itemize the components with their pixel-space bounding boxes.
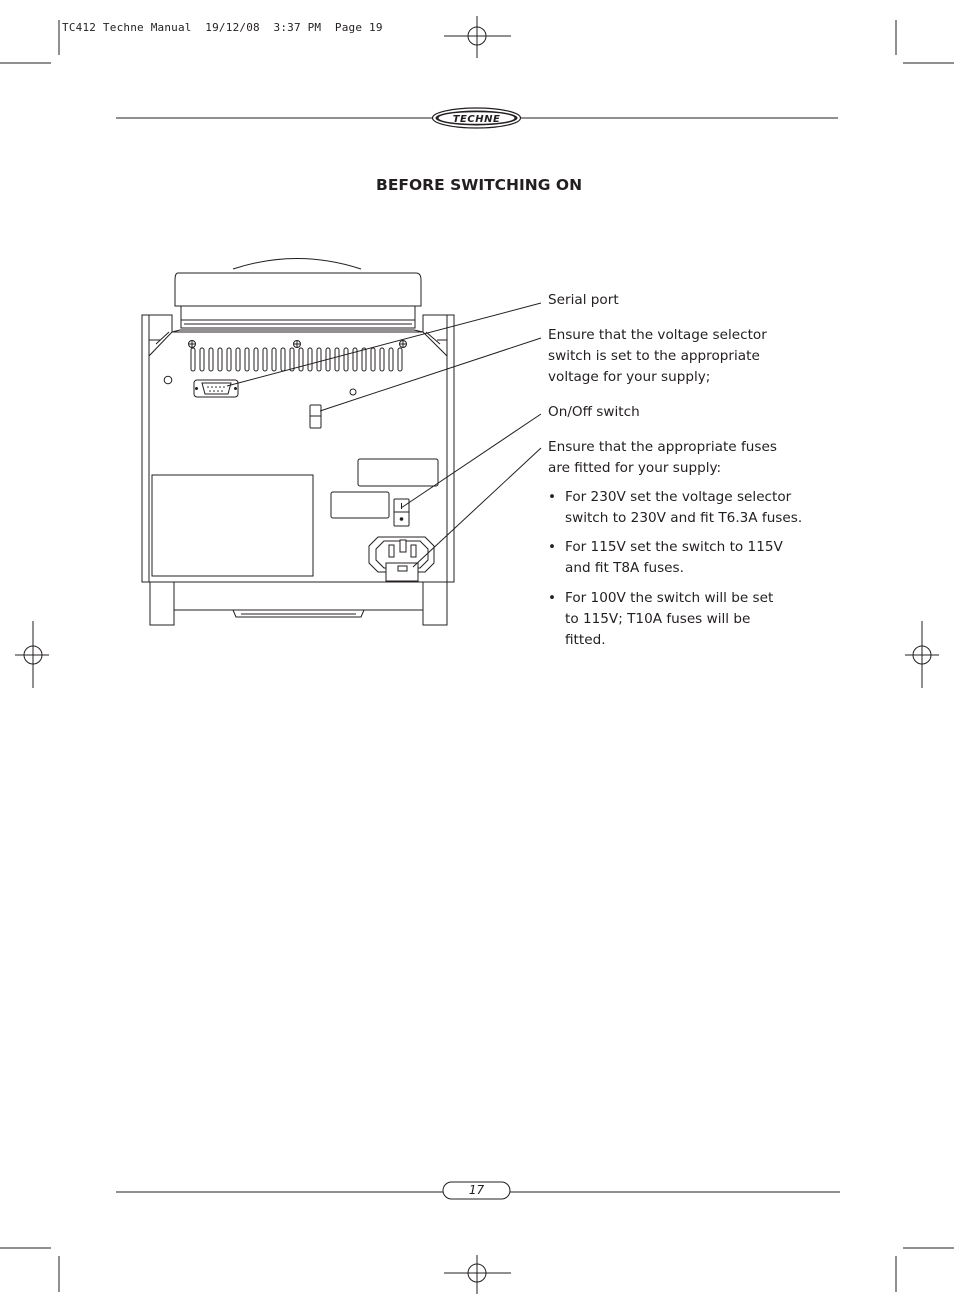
registration-marks [15, 16, 939, 1294]
registration-mark-bottom [444, 1255, 511, 1294]
crop-marks [0, 20, 954, 1292]
techne-logo [433, 108, 521, 128]
bullet-item-100v [548, 588, 818, 651]
on-off-switch [394, 499, 409, 526]
bullet-marker: • [548, 539, 557, 555]
registration-mark-right [905, 621, 939, 688]
serial-port-connector [194, 380, 238, 397]
bullet-item-115v [548, 537, 818, 579]
bullet-text: For 115V set the switch to 115V and fit T8A fuses. [565, 539, 783, 576]
logo-text: TECHNE [452, 114, 501, 125]
callout-fuses: Ensure that the appropriate fuses are fitted for your supply: [548, 439, 777, 476]
print-slug: TC412 Techne Manual 19/12/08 3:37 PM Page 19 [62, 21, 383, 34]
page-number: 17 [468, 1183, 485, 1197]
page-heading: BEFORE SWITCHING ON [376, 176, 583, 194]
voltage-selector-switch [310, 405, 321, 428]
callout-serial-port: Serial port [548, 292, 619, 308]
device-rear-diagram [142, 259, 454, 626]
bullet-item-230v [548, 487, 818, 529]
callout-on-off-switch: On/Off switch [548, 404, 640, 420]
bullet-marker: • [548, 590, 557, 606]
callout-voltage-selector: Ensure that the voltage selector switch is set to the appropriate voltage for your supply; [548, 327, 767, 385]
bullet-marker: • [548, 489, 557, 505]
registration-mark-top [444, 16, 511, 58]
registration-mark-left [15, 621, 49, 688]
bullet-text: For 230V set the voltage selector switch to 230V and fit T6.3A fuses. [565, 489, 803, 526]
bullet-text: For 100V the switch will be set to 115V; T10A fuses will be fitted. [565, 590, 774, 648]
